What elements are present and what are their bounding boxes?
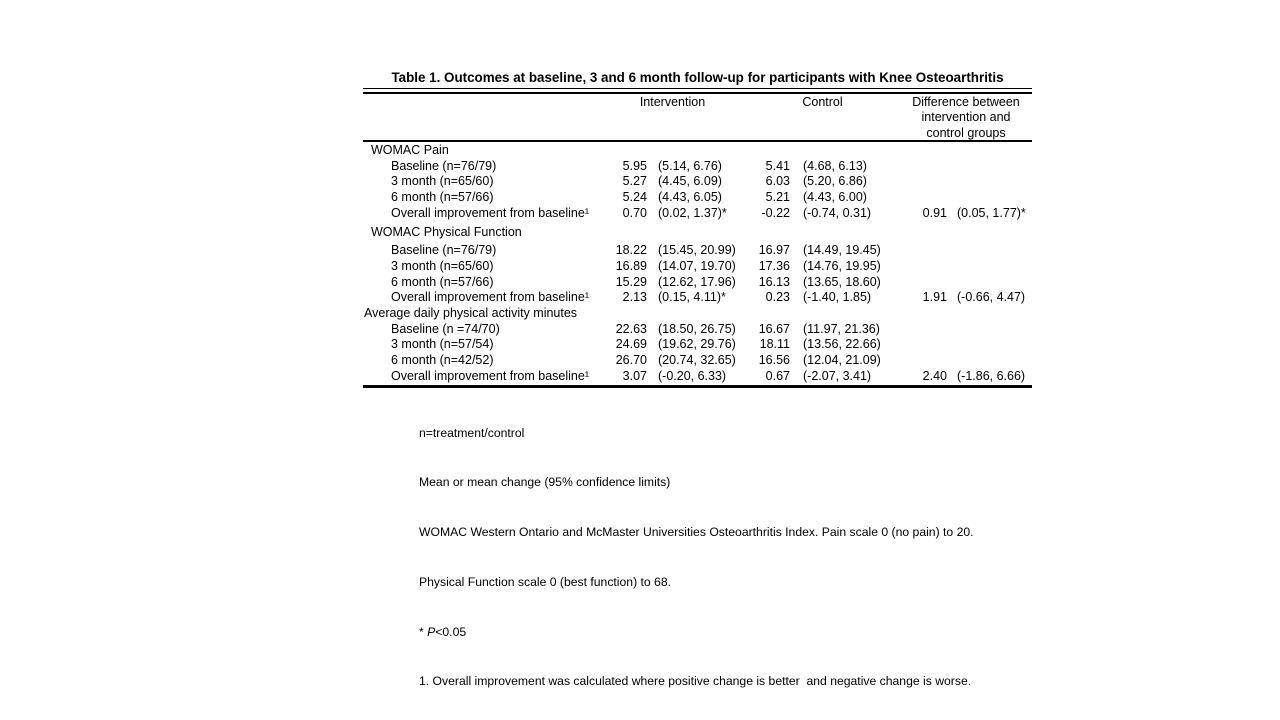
- control-ci: (13.56, 22.66): [803, 337, 881, 352]
- intervention-mean: [600, 306, 647, 322]
- table-row-section-womac-pain: [363, 143, 1032, 159]
- difference-mean: 2.40: [922, 368, 947, 383]
- control-ci: [790, 143, 900, 159]
- difference-mean: [900, 190, 947, 206]
- control-mean: [745, 143, 790, 159]
- row-label: 3 month (n=65/60): [391, 258, 494, 273]
- intervention-ci: (20.74, 32.65): [658, 352, 736, 367]
- row-label: Average daily physical activity minutes: [364, 305, 578, 320]
- difference-ci: (-0.66, 4.47): [957, 290, 1026, 305]
- header-difference-line2: intervention and: [921, 110, 1011, 125]
- table-header-row: [363, 94, 1032, 140]
- difference-mean: 0.91: [922, 205, 947, 220]
- header-difference: [900, 95, 1032, 141]
- intervention-mean: 15.29: [615, 274, 647, 289]
- table-body: [363, 142, 1032, 384]
- row-label: 3 month (n=65/60): [391, 174, 494, 189]
- footnote-improvement: 1. Overall improvement was calculated where positive change is better and negative change is worse.: [419, 674, 972, 689]
- difference-ci: [947, 275, 1032, 291]
- intervention-ci: (14.07, 19.70): [658, 258, 736, 273]
- table-footnotes: [419, 391, 1032, 720]
- difference-mean: [900, 275, 947, 291]
- intervention-ci: (19.62, 29.76): [658, 337, 736, 352]
- control-mean: [745, 225, 790, 241]
- table-row: [363, 290, 1032, 306]
- difference-mean: [900, 353, 947, 369]
- row-label: 6 month (n=57/66): [391, 190, 494, 205]
- control-ci: (4.68, 6.13): [803, 158, 867, 173]
- control-mean: 5.21: [765, 190, 790, 205]
- control-ci: (13.65, 18.60): [803, 274, 881, 289]
- difference-mean: [900, 322, 947, 338]
- table-row: [363, 322, 1032, 338]
- control-mean: 17.36: [758, 258, 790, 273]
- difference-mean: [900, 225, 947, 241]
- control-ci: (11.97, 21.36): [803, 321, 880, 336]
- header-intervention: Intervention: [639, 95, 706, 109]
- difference-mean: [900, 306, 947, 322]
- footnote-pvalue-symbol: P: [427, 624, 436, 639]
- control-mean: 16.67: [758, 321, 790, 336]
- outcomes-table: [363, 68, 1032, 720]
- control-ci: [790, 306, 900, 322]
- table-row: [363, 243, 1032, 259]
- control-mean: 16.97: [758, 243, 790, 258]
- difference-ci: [947, 225, 1032, 241]
- intervention-ci: (4.45, 6.09): [658, 174, 722, 189]
- intervention-mean: 18.22: [615, 243, 647, 258]
- intervention-mean: 0.70: [622, 205, 647, 220]
- table-row: [363, 353, 1032, 369]
- intervention-ci: (15.45, 20.99): [658, 243, 736, 258]
- intervention-mean: 16.89: [615, 258, 647, 273]
- difference-ci: (0.05, 1.77)*: [957, 205, 1026, 220]
- difference-ci: [947, 322, 1032, 338]
- header-spacer: [363, 95, 600, 141]
- difference-mean: [900, 174, 947, 190]
- row-label: 6 month (n=42/52): [391, 352, 494, 367]
- footnote-n: n=treatment/control: [419, 425, 525, 440]
- intervention-mean: 5.95: [622, 158, 647, 173]
- control-ci: (-0.74, 0.31): [803, 205, 872, 220]
- header-control: Control: [802, 95, 843, 109]
- table-bottom-border: [363, 385, 1032, 388]
- control-mean: [745, 306, 790, 322]
- intervention-ci: (18.50, 26.75): [658, 321, 736, 336]
- control-mean: 0.67: [765, 368, 790, 383]
- control-ci: (-1.40, 1.85): [803, 290, 872, 305]
- intervention-ci: [647, 306, 745, 322]
- table-row-section-activity-minutes: [363, 306, 1032, 322]
- table-row: [363, 259, 1032, 275]
- difference-mean: [900, 337, 947, 353]
- intervention-mean: 22.63: [615, 321, 647, 336]
- difference-ci: [947, 243, 1032, 259]
- table-row: [363, 159, 1032, 175]
- footnote-pvalue-threshold: <0.05: [435, 624, 467, 639]
- intervention-mean: 2.13: [622, 290, 647, 305]
- intervention-ci: [647, 225, 745, 241]
- intervention-mean: 5.27: [622, 174, 647, 189]
- intervention-mean: [600, 225, 647, 241]
- row-label: 6 month (n=57/66): [391, 274, 494, 289]
- control-ci: (14.49, 19.45): [803, 243, 881, 258]
- control-ci: [790, 225, 900, 241]
- control-mean: 18.11: [759, 337, 790, 352]
- control-mean: 16.13: [758, 274, 790, 289]
- difference-ci: [947, 143, 1032, 159]
- row-label: Baseline (n=76/79): [391, 243, 497, 258]
- difference-ci: [947, 259, 1032, 275]
- control-ci: (4.43, 6.00): [803, 190, 867, 205]
- intervention-mean: [600, 143, 647, 159]
- table-row-section-womac-physical-function: [363, 225, 1032, 241]
- footnote-womac: WOMAC Western Ontario and McMaster Universities Osteoarthritis Index. Pain scale 0 (no pain) to 20.: [419, 525, 974, 540]
- difference-mean: [900, 243, 947, 259]
- difference-ci: [947, 306, 1032, 322]
- footnote-pvalue: [419, 624, 1032, 641]
- table-row: [363, 275, 1032, 291]
- difference-ci: [947, 353, 1032, 369]
- difference-ci: [947, 190, 1032, 206]
- intervention-ci: (5.14, 6.76): [658, 158, 722, 173]
- difference-mean: [900, 143, 947, 159]
- difference-ci: [947, 159, 1032, 175]
- row-label: Baseline (n =74/70): [391, 321, 500, 336]
- intervention-mean: 26.70: [615, 352, 647, 367]
- intervention-ci: (0.02, 1.37)*: [658, 205, 727, 220]
- control-ci: (-2.07, 3.41): [803, 368, 872, 383]
- intervention-ci: [647, 143, 745, 159]
- control-ci: (12.04, 21.09): [803, 352, 881, 367]
- control-mean: 5.41: [765, 158, 790, 173]
- intervention-ci: (0.15, 4.11)*: [658, 290, 726, 305]
- intervention-mean: 3.07: [622, 368, 647, 383]
- header-difference-line1: Difference between: [912, 95, 1020, 109]
- intervention-ci: (4.43, 6.05): [658, 190, 722, 205]
- footnote-pvalue-star: *: [419, 624, 428, 639]
- table-row: [363, 369, 1032, 385]
- header-difference-line3: control groups: [926, 125, 1006, 140]
- row-label: WOMAC Pain: [371, 143, 449, 157]
- row-label: WOMAC Physical Function: [371, 225, 522, 240]
- table-row: [363, 337, 1032, 353]
- intervention-mean: 24.69: [615, 337, 647, 352]
- difference-mean: [900, 259, 947, 275]
- difference-mean: [900, 159, 947, 175]
- table-row: [363, 190, 1032, 206]
- footnote-mean: Mean or mean change (95% confidence limits): [419, 475, 671, 490]
- difference-ci: [947, 174, 1032, 190]
- control-mean: 6.03: [765, 174, 790, 189]
- difference-ci: (-1.86, 6.66): [957, 368, 1026, 383]
- difference-ci: [947, 337, 1032, 353]
- row-label: Overall improvement from baseline¹: [391, 368, 589, 383]
- row-label: Overall improvement from baseline¹: [391, 205, 589, 220]
- row-label: 3 month (n=57/54): [391, 337, 494, 352]
- table-title: Table 1. Outcomes at baseline, 3 and 6 month follow-up for participants with Knee Osteoarthritis: [391, 70, 1004, 85]
- control-mean: 16.56: [758, 352, 790, 367]
- control-ci: (5.20, 6.86): [803, 174, 867, 189]
- row-label: Baseline (n=76/79): [391, 158, 497, 173]
- control-mean: -0.22: [761, 205, 790, 220]
- control-ci: (14.76, 19.95): [803, 258, 881, 273]
- footnote-physical-function: Physical Function scale 0 (best function) to 68.: [419, 574, 672, 589]
- table-row: [363, 206, 1032, 222]
- difference-mean: 1.91: [922, 290, 947, 305]
- row-label: Overall improvement from baseline¹: [391, 290, 589, 305]
- table-row: [363, 174, 1032, 190]
- intervention-ci: (-0.20, 6.33): [658, 368, 727, 383]
- intervention-mean: 5.24: [622, 190, 647, 205]
- control-mean: 0.23: [765, 290, 790, 305]
- intervention-ci: (12.62, 17.96): [658, 274, 736, 289]
